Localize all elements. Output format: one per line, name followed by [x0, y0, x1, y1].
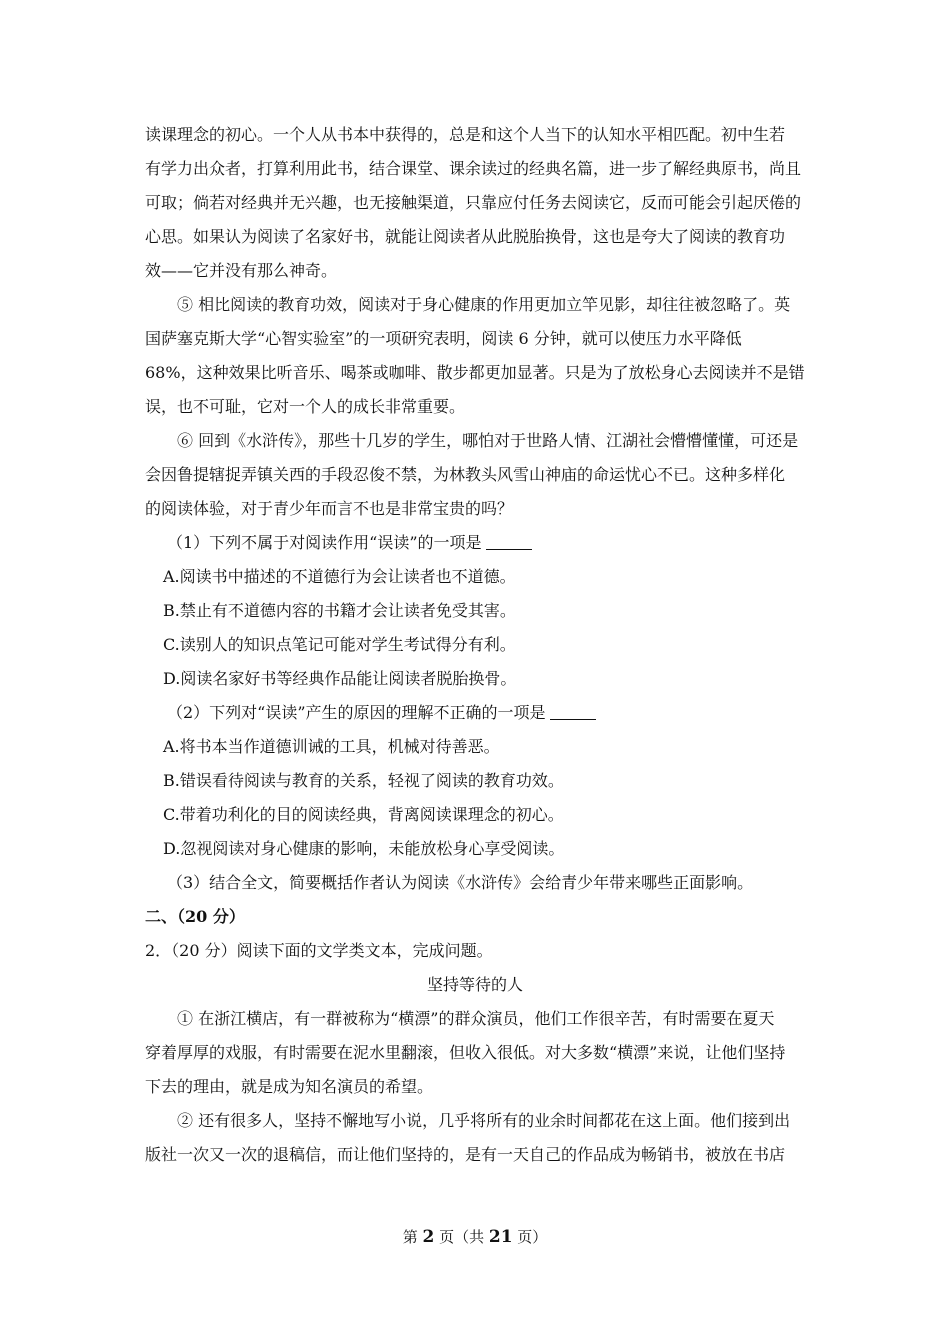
page-footer: 第 2 页（共 21 页） [402, 1227, 548, 1247]
question-1: （1）下列不属于对阅读作用“误读”的一项是 [145, 526, 805, 560]
text-line: 下去的理由，就是成为知名演员的希望。 [145, 1077, 434, 1096]
q2-option-d: D.忽视阅读对身心健康的影响，未能放松身心享受阅读。 [163, 839, 565, 858]
paragraph-5-line: ⑤ 相比阅读的教育功效，阅读对于身心健康的作用更加立竿见影，却往往被忽略了。英 [177, 295, 791, 314]
q1-option-c: C.读别人的知识点笔记可能对学生考试得分有利。 [163, 635, 516, 654]
text-line: 穿着厚厚的戏服，有时需要在泥水里翻滚，但收入很低。对大多数“横漂”来说，让他们坚持 [145, 1043, 786, 1062]
text-line: 误，也不可耻，它对一个人的成长非常重要。 [145, 397, 466, 416]
section-heading: 二、（20 分） [145, 907, 245, 926]
text-line: 版社一次又一次的退稿信，而让他们坚持的，是有一天自己的作品成为畅销书，被放在书店 [145, 1145, 786, 1164]
q1-option-b: B.禁止有不道德内容的书籍才会让读者免受其害。 [163, 601, 516, 620]
total-pages: 21 [488, 1227, 513, 1247]
text-line: 国萨塞克斯大学“心智实验室”的一项研究表明，阅读 6 分钟，就可以使压力水平降低 [145, 329, 742, 348]
text-line: 68%，这种效果比听音乐、喝茶或咖啡、散步都更加显著。只是为了放松身心去阅读并不是错 [145, 363, 805, 382]
article-title: 坚持等待的人 [426, 975, 523, 994]
text-line: 有学力出众者，打算利用此书，结合课堂、课余读过的经典名篇，进一步了解经典原书，尚且 [145, 159, 802, 178]
paragraph-6-line: ⑥ 回到《水浒传》，那些十几岁的学生，哪怕对于世路人情、江湖社会懵懵懂懂，可还是 [177, 431, 799, 450]
q2-option-a: A.将书本当作道德训诫的工具，机械对待善恶。 [163, 737, 500, 756]
question-2: （2）下列对“误读”产生的原因的理解不正确的一项是 [145, 696, 805, 730]
text-line: 读课理念的初心。一个人从书本中获得的，总是和这个人当下的认知水平相匹配。初中生若 [145, 125, 786, 144]
q1-option-a: A.阅读书中描述的不道德行为会让读者也不道德。 [163, 567, 516, 586]
question-3: （3）结合全文，简要概括作者认为阅读《水浒传》会给青少年带来哪些正面影响。 [167, 873, 754, 892]
question-2-intro: 2．（20 分）阅读下面的文学类文本，完成问题。 [145, 941, 493, 960]
paragraph-2-line: ② 还有很多人，坚持不懈地写小说，几乎将所有的业余时间都花在这上面。他们接到出 [177, 1111, 791, 1130]
q2-option-b: B.错误看待阅读与教育的关系，轻视了阅读的教育功效。 [163, 771, 564, 790]
text-line: 的阅读体验，对于青少年而言不也是非常宝贵的吗？ [145, 499, 514, 518]
current-page-number: 2 [422, 1227, 435, 1247]
answer-blank[interactable] [486, 531, 532, 550]
text-line: 效——它并没有那么神奇。 [145, 261, 338, 280]
text-line: 会因鲁提辖捉弄镇关西的手段忍俊不禁，为林教头风雪山神庙的命运忧心不已。这种多样化 [145, 465, 786, 484]
text-line: 心思。如果认为阅读了名家好书，就能让阅读者从此脱胎换骨，这也是夸大了阅读的教育功 [145, 227, 786, 246]
paragraph-1-line: ① 在浙江横店，有一群被称为“横漂”的群众演员，他们工作很辛苦，有时需要在夏天 [177, 1009, 775, 1028]
answer-blank[interactable] [550, 701, 596, 720]
q2-option-c: C.带着功利化的目的阅读经典，背离阅读课理念的初心。 [163, 805, 564, 824]
text-line: 可取；倘若对经典并无兴趣，也无接触渠道，只靠应付任务去阅读它，反而可能会引起厌倦的 [145, 193, 802, 212]
q1-option-d: D.阅读名家好书等经典作品能让阅读者脱胎换骨。 [163, 669, 517, 688]
page-content [145, 118, 805, 1172]
